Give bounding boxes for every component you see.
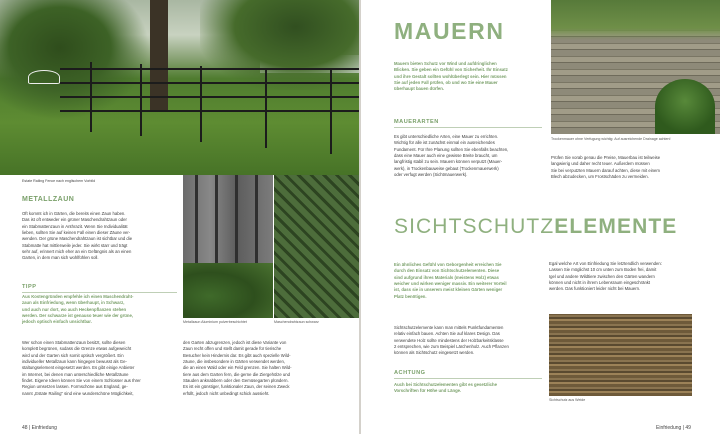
text-line: lieben, sollten Sie auf keinen Fall einen dieser Zäune ver- [22,230,131,236]
text-line: Ein ähnliches Gefühl von Geborgenheit erreichen Sie [394,262,502,267]
text-line: langwierig und daher recht teuer. Außerdem müssen [551,161,650,167]
text-line: werden. Das funktioniert leider nicht bei Mauern. [549,286,641,292]
text-line: Es ist ein günstiger, funktionaler Zaun, der seinen Zweck [183,384,290,390]
text-line: Wer schon einen Stabmattenzaun besitzt, sollte diesen [22,340,126,345]
text-line: Mauern bieten Schutz vor Wind und aufdringlichen [394,61,497,66]
text-line: 2 entsprechen, wie zum Beispiel Lärchenholz. Auch Pflanzen [394,344,509,350]
text-line: im Internet, bei denen man unterschiedliche Metallzäune [22,371,129,377]
sichtschutz-intro [394,262,549,300]
achtung-paragraph [394,382,549,395]
text-line: werden. Der schwarze ist genauso teuer wie der grüne, [22,313,134,319]
text-line: Wichtig für alle ist zunächst einmal ein ausreichendes [394,140,495,146]
sichtschutzelemente-title [394,215,677,239]
text-line: relativ einfach bauen. Achten Sie auf klares Design. Das [394,331,500,337]
text-line: Zaun recht offen und stellt damit gerade für tierische [183,346,282,352]
text-line: Prüfen Sie vorab genau die Preise, Mauerbau ist teilweise [551,155,661,160]
text-line: Platz benötigen. [394,293,427,299]
text-line: verwendete Holz sollte mindestens der Holzbarkeitsklasse [394,337,504,343]
text-line: Igel und andere Wildtiere zwischen den Gärten wandern [549,273,655,279]
text-line: tiere aus dem Garten fern, die gerne die Ziergehölze und [183,371,291,377]
fence-rail [60,96,359,98]
text-line: Fundament. Für Ihre Planung sollten Sie ebenfalls beachten, [394,146,509,152]
achtung-divider [394,378,542,379]
stabmatten-paragraph [22,340,182,397]
text-line: Blicken. Sie geben ein Gefühl von Sicherheit. Ihr Einsatz [394,67,508,73]
text-line: ein Stabmattenzaun in Anthrazit. Wenn Sie Individualität [22,223,128,229]
aluminium-fence-caption: Metallzaun Aluminium pulverbeschichtet [183,320,247,324]
title-light-part: SICHTSCHUTZ [394,215,555,238]
fence-post [90,62,92,132]
text-line: sehr auf, erinnert mich eher an ein Gefängnis als an einen [22,249,132,255]
achtung-heading: ACHTUNG [394,370,426,376]
text-line: Vorschriften für Höhe und Länge. [394,388,462,394]
fence-rail [60,82,359,84]
mauerarten-heading: MAUERARTEN [394,119,439,125]
left-page [0,0,359,434]
text-line: Es gibt unterschiedliche Arten, eine Mauer zu errichten. [394,134,499,139]
right-page [361,0,720,434]
text-line: Garten, in dem man sich wohlfühlen soll. [22,255,99,261]
aluminium-fence-photo [183,175,273,318]
text-line: Besucher kein Hindernis dar. Es gibt auch spezielle Wild- [183,352,291,358]
text-line: erfüllt, jedoch nicht unbedingt schick aussieht. [183,390,270,396]
mauerarten-divider [394,127,542,128]
text-line: langfristig stabil zu sein. Mauern können verputzt (Mauer- [394,159,503,165]
right-page-footer: Einfriedung | 49 [656,425,691,431]
wildzaun-paragraph [183,340,353,397]
text-line: individueller Metallzaun kann hingegen bewusst als Ge- [22,359,127,365]
preis-paragraph [551,155,716,180]
text-line: nannt „Estate Railing" sind eine wunderschöne Möglichkeit, [22,390,134,396]
photo-foliage [183,263,273,318]
text-line: Sichtschutzelemente kann man mittels Punktfundamenten [394,325,504,330]
text-line: ist, dass sie in unserem meist kleinen Gärten weniger [394,287,503,293]
text-line: und ihre Gestalt sollten wohlüberlegt sein. Hier müssen [394,73,507,79]
text-line: Stabmatte hat mittlerweile jeder. Sie wirkt starr und trägt [22,242,128,248]
text-line: dass eine Mauer auch eine gewisse Breite braucht, um [394,153,498,159]
text-line: Sie auf jeden Fall prüfen, ob und wo Sie eine Mauer [394,80,498,86]
tipp-paragraph [22,294,182,326]
mauern-intro [394,61,544,93]
wildtiere-paragraph [549,261,717,293]
photo-tree-trunk [150,0,168,110]
photo-plants [551,0,720,40]
text-line: und auch nur dort, wo auch Heckenpflanzen stehen [22,306,127,312]
estate-railing-fence-photo [0,0,359,175]
sichtschutz-paragraph [394,325,549,357]
mauerarten-paragraph [394,134,549,178]
title-bold-part: ELEMENTE [554,215,678,238]
photo-tree-left [0,0,150,120]
fence-post [265,68,267,148]
dry-stone-wall-caption: Trockenmauer ohne Verfugung wichtig: Auf ausreichende Drainage achten! [551,137,671,141]
metallzaun-paragraph [22,211,182,262]
text-line: sind aufgrund ihres Materials (meistens Holz) etwas [394,274,499,280]
text-line: Das ist oft entweder ein grüner Maschendrahtzaun oder [22,217,127,223]
fence-rail [60,68,359,70]
text-line: wenden. Der grüne Maschendrahtzaun ist sichtbar und die [22,236,133,242]
text-line: durch den Einsatz von Sichtschutzelementen. Diese [394,268,500,274]
text-line: können und nicht in ihrem Lebensraum eingeschränkt [549,280,651,286]
text-line: werk), in Trockenbauweise gebaut (Trockenmauerwerk) [394,165,499,171]
mauern-title: MAUERN [394,18,505,44]
text-line: den Garten abzugrenzen, jedoch ist diese Variante von [183,340,287,345]
willow-screen-photo [549,314,692,396]
text-line: jedoch optisch einfach unsichtbar. [22,319,92,325]
metallzaun-heading: METALLZAUN [22,196,75,203]
text-line: staltungselement eingesetzt werden. Es gibt einige Anbieter [22,365,135,371]
tipp-heading: TIPP [22,284,37,290]
text-line: Stauden anknabbern oder den Gemüsegarten plündern. [183,378,289,384]
text-line: komplett begrünen, sodass die Grenze etwas aufgeweicht [22,346,132,352]
photo-bush [655,79,715,134]
fence-post [200,66,202,142]
text-line: Lassen Sie möglichst 10 cm unten zum Boden frei, damit [549,267,657,273]
text-line: oder verfugt werden (Sichtmauerwerk). [394,172,468,178]
text-line: wird und der Garten sich somit optisch vergrößert. Ein [22,352,124,358]
text-line: zäune, die insbesondere in Gärten verwendet werden, [183,359,286,365]
left-page-footer: 48 | Einfriedung [22,425,57,431]
text-line: findet. Eigene Ideen können Sie von einem Schlosser aus Ihrer [22,378,141,384]
fence-post [330,70,332,154]
text-line: Blech abzudecken, um Frostschäden zu vermeiden. [551,174,649,180]
fence-photo-caption: Estate Railing Fence nach englischem Vorbild [22,179,96,183]
text-line: zaun als Einfriedung, wenn überhaupt, in Schwarz, [22,300,125,306]
fence-rail [60,110,359,112]
text-line: Sie bei verputzten Mauern darauf achten, diese mit einem [551,167,660,173]
photo-garden-chair [28,70,60,84]
willow-screen-caption: Sichtschutz aus Weide [549,398,586,402]
tipp-divider [22,292,177,293]
text-line: überhaupt bauen dürfen. [394,86,445,92]
text-line: Oft kommt ich in Gärten, die bereits einen Zaun haben. [22,211,126,216]
wire-fence-caption: Maschendrahtzaun schwarz [274,320,319,324]
text-line: die an einen Wald oder ein Feld grenzen. Sie halten Wild- [183,365,292,371]
text-line: Region umsetzen lassen. Formschöne aus England, ge- [22,384,128,390]
dry-stone-wall-photo [551,0,720,134]
text-line: weicher und wirken weniger massiv. Ein weiterer Vorteil [394,281,507,287]
photo-tree-right [200,0,359,90]
text-line: Aus Kostengründen empfehle ich einen Maschendraht- [22,294,134,299]
fence-post [140,64,142,136]
wire-fence-photo [274,175,359,318]
text-line: Egal welche Art von Einfriedung Sie letztendlich verwenden: [549,261,662,266]
text-line: Auch bei Sichtschutzelementen gibt es gesetzliche [394,382,497,387]
text-line: können als Sichtschutz eingesetzt werden. [394,350,475,356]
